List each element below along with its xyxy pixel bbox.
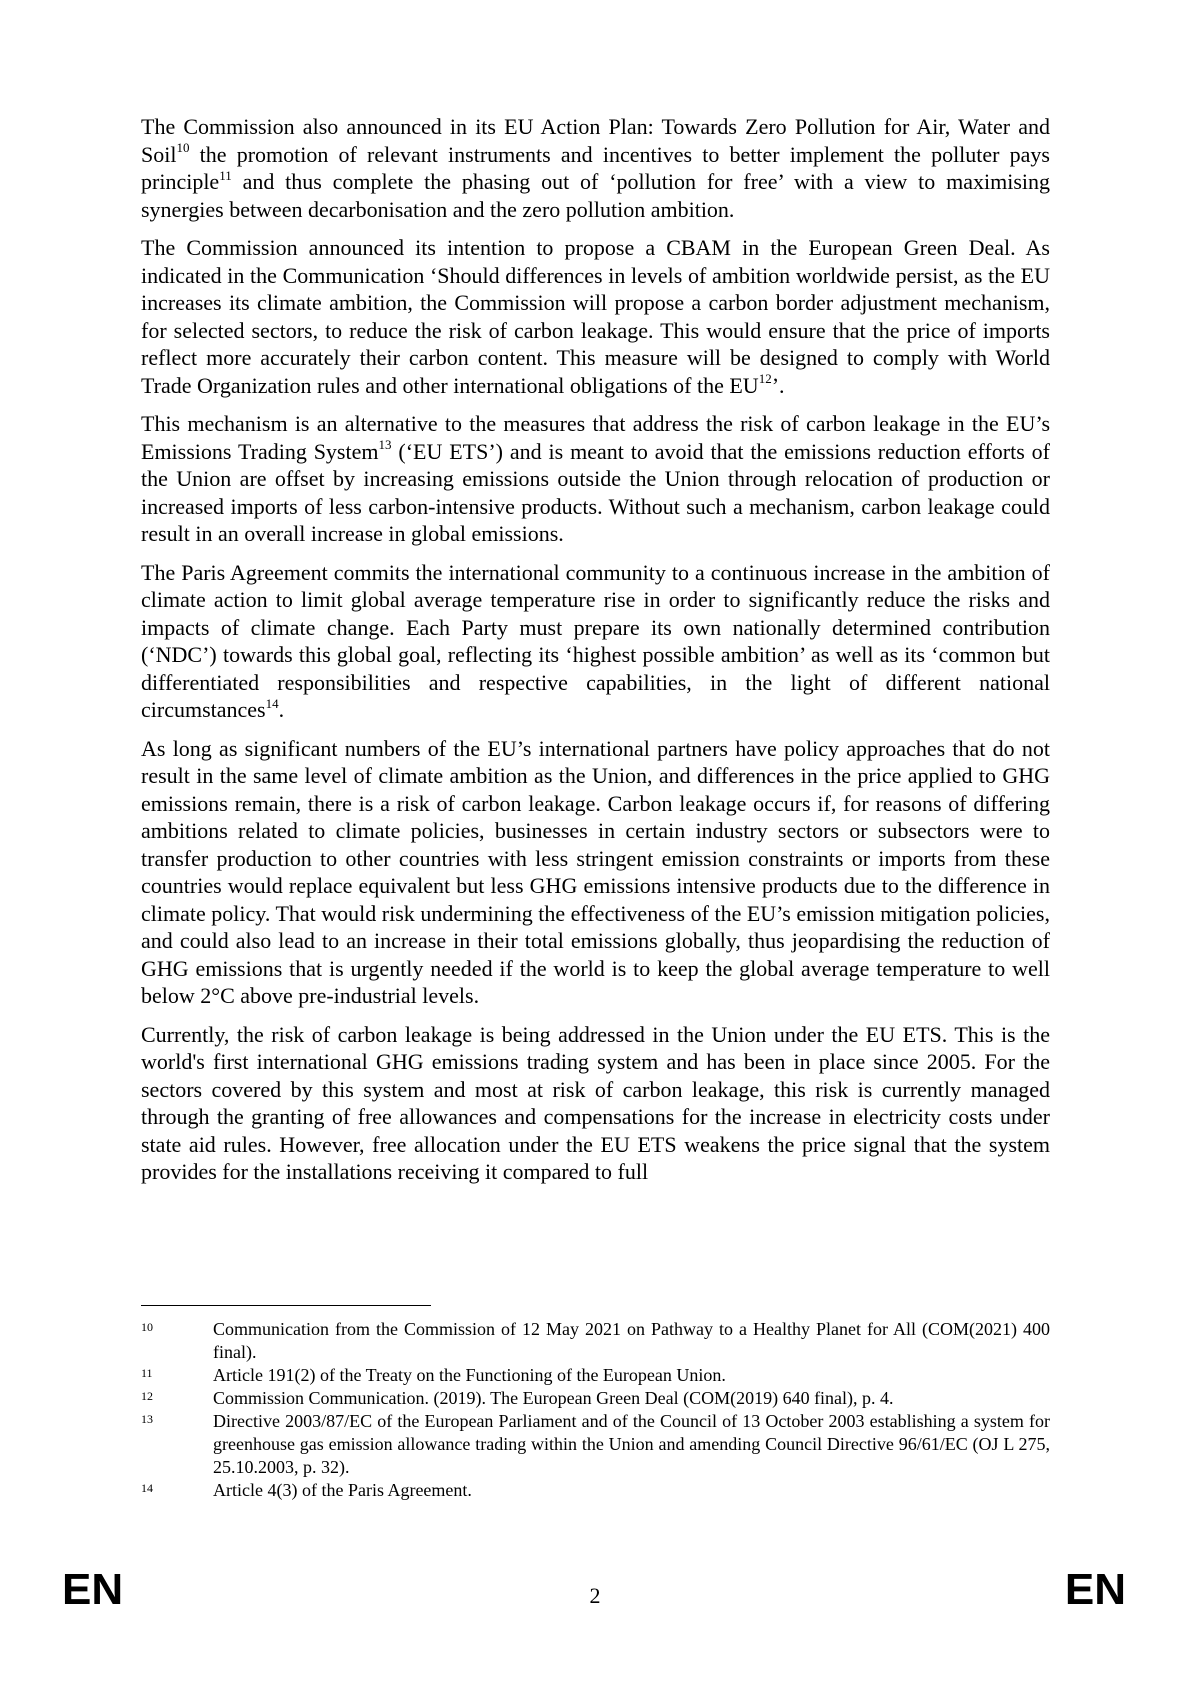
footnote-reference: 13: [378, 437, 392, 453]
body-paragraph: [141, 234, 1050, 399]
footnote-reference: 12: [758, 371, 772, 387]
footnote: [141, 1318, 1050, 1364]
footnote-number: 13: [141, 1412, 153, 1426]
footnote-number: 11: [141, 1366, 153, 1380]
language-code-right: EN: [1064, 1565, 1126, 1614]
paragraph-text: As long as significant numbers of the EU’s international partners have policy approaches that do not result in the same level of climate ambition as the Union, and differences in the price applied to GHG emissions remain, there is a risk of carbon leakage. Carbon leakage occurs if, for reasons of differing ambitions related to climate policies, businesses in certain industry sectors or subsectors were to transfer production to other countries with less stringent emission constraints or imports from these countries would replace equivalent but less GHG emissions intensive products due to the difference in climate policy. That would risk undermining the effectiveness of the EU’s emission mitigation policies, and could also lead to an increase in their total emissions globally, thus jeopardising the reduction of GHG emissions that is urgently needed if the world is to keep the global average temperature to well below 2°C above pre-industrial levels.: [141, 735, 1050, 1008]
body-paragraph: [141, 113, 1050, 223]
footnote-reference: 10: [176, 140, 190, 156]
paragraph-text: The Commission announced its intention to propose a CBAM in the European Green Deal. As indicated in the Communication ‘Should differences in levels of ambition worldwide persist, as the EU increases its climate ambition, the Commission will propose a carbon border adjustment mechanism, for selected sectors, to reduce the risk of carbon leakage. This would ensure that the price of imports reflect more accurately their carbon content. This measure will be designed to comply with World Trade Organization rules and other international obligations of the EU: [141, 235, 1050, 398]
footnote-reference: 14: [265, 695, 279, 711]
paragraph-text: and thus complete the phasing out of ‘pollution for free’ with a view to maximising synergies between decarbonisation and the zero pollution ambition.: [141, 169, 1050, 222]
body-paragraph: [141, 1021, 1050, 1186]
paragraph-text: The Commission also announced in its EU Action Plan: Towards Zero Pollution for Air, Water and Soil: [141, 114, 1050, 167]
footnote-text: Article 191(2) of the Treaty on the Functioning of the European Union.: [213, 1365, 726, 1385]
paragraph-text: (‘EU ETS’) and is meant to avoid that the emissions reduction efforts of the Union are offset by increasing emissions outside the Union through relocation of production or increased imports of less carbon-intensive products. Without such a mechanism, carbon leakage could result in an overall increase in global emissions.: [141, 438, 1050, 546]
footnote: [141, 1364, 1050, 1387]
footnote-text: Article 4(3) of the Paris Agreement.: [213, 1480, 472, 1500]
footnote-text: Communication from the Commission of 12 May 2021 on Pathway to a Healthy Planet for All (COM(2021) 400 final).: [213, 1319, 1050, 1362]
paragraph-text: The Paris Agreement commits the international community to a continuous increase in the ambition of climate action to limit global average temperature rise in order to significantly reduce the risks and impacts of climate change. Each Party must prepare its own nationally determined contribution (‘NDC’) towards this global goal, reflecting its ‘highest possible ambition’ as well as its ‘common but differentiated responsibilities and respective capabilities, in the light of different national circumstances: [141, 559, 1050, 722]
footnote-number: 14: [141, 1481, 153, 1495]
body-paragraph: [141, 410, 1050, 548]
footnote-number: 10: [141, 1320, 153, 1334]
footnote: [141, 1479, 1050, 1502]
paragraph-text: Currently, the risk of carbon leakage is being addressed in the Union under the EU ETS. This is the world's first international GHG emissions trading system and has been in place since 2005. For the sectors covered by this system and most at risk of carbon leakage, this risk is currently managed through the granting of free allowances and compensations for the increase in electricity costs under state aid rules. However, free allocation under the EU ETS weakens the price signal that the system provides for the installations receiving it compared to full: [141, 1021, 1050, 1184]
paragraph-text: ’.: [771, 372, 785, 398]
language-code-left: EN: [62, 1565, 124, 1614]
footnote: [141, 1410, 1050, 1479]
footnote-text: Commission Communication. (2019). The European Green Deal (COM(2019) 640 final), p. 4.: [213, 1388, 894, 1408]
footnotes: [141, 1318, 1050, 1502]
footnote-reference: 11: [219, 167, 232, 183]
footnote-number: 12: [141, 1389, 153, 1403]
paragraph-text: This mechanism is an alternative to the measures that address the risk of carbon leakage in the EU’s Emissions Trading System: [141, 411, 1050, 464]
footnote-text: Directive 2003/87/EC of the European Parliament and of the Council of 13 October 2003 establishing a system for greenhouse gas emission allowance trading within the Union and amending Council Directive 96/61/EC (OJ L 275, 25.10.2003, p. 32).: [213, 1411, 1050, 1477]
body-text: [141, 113, 1050, 1197]
body-paragraph: [141, 735, 1050, 1010]
page-number: 2: [589, 1583, 601, 1608]
body-paragraph: [141, 559, 1050, 724]
footnote-separator: [141, 1305, 431, 1306]
paragraph-text: .: [278, 697, 285, 722]
paragraph-text: the promotion of relevant instruments and incentives to better implement the polluter pays principle: [141, 141, 1050, 194]
footnote: [141, 1387, 1050, 1410]
